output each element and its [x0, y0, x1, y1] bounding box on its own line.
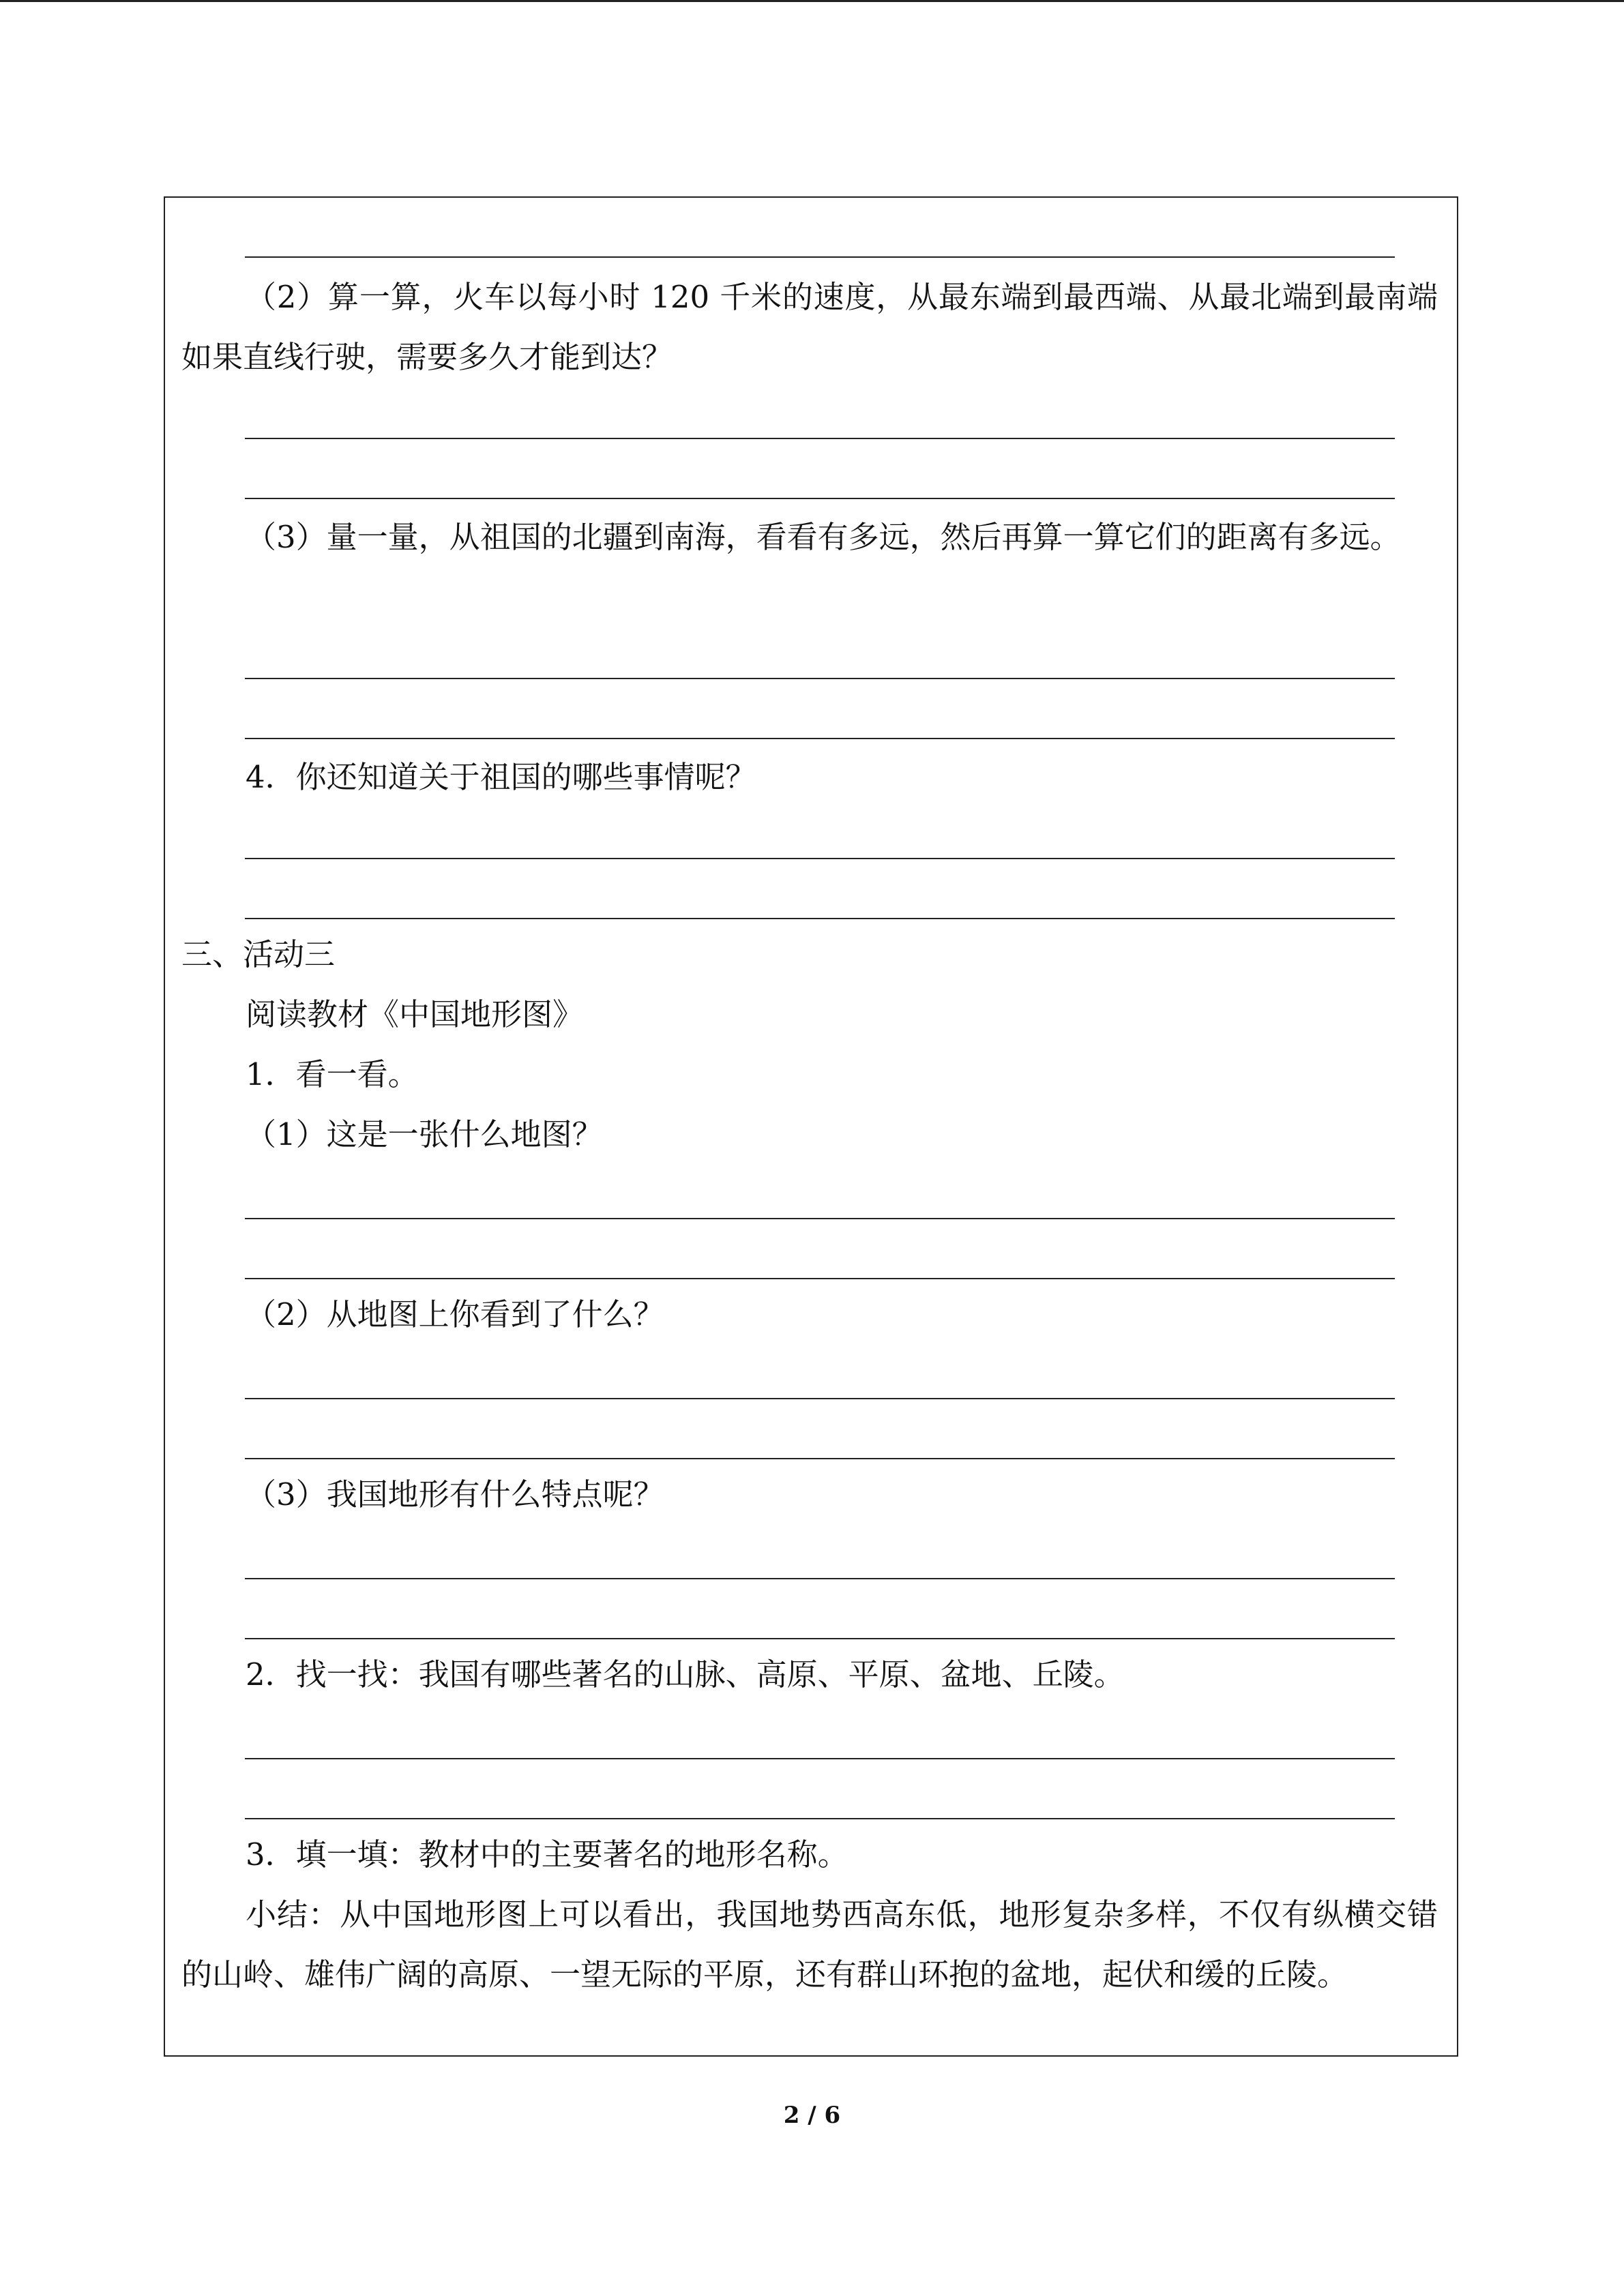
answer-line[interactable] — [245, 1818, 1395, 1819]
answer-line[interactable] — [245, 1218, 1395, 1219]
read-textbook-instruction: 阅读教材《中国地形图》 — [246, 996, 584, 1032]
summary-paragraph: 小结：从中国地形图上可以看出，我国地势西高东低，地形复杂多样，不仅有纵横交错的山岭、雄伟广阔的高原、一望无际的平原，还有群山环抱的盆地，起伏和缓的丘陵。 — [181, 1896, 1438, 1993]
answer-line[interactable] — [245, 1458, 1395, 1459]
answer-line[interactable] — [245, 438, 1395, 439]
answer-line[interactable] — [245, 256, 1395, 258]
look-question-1: （1）这是一张什么地图？ — [246, 1116, 603, 1152]
fill-task: 3．填一填：教材中的主要著名的地形名称。 — [246, 1836, 848, 1873]
answer-line[interactable] — [245, 1278, 1395, 1279]
page-number: 2 / 6 — [783, 2102, 841, 2129]
answer-line[interactable] — [245, 858, 1395, 859]
answer-line[interactable] — [245, 1398, 1395, 1399]
look-heading: 1．看一看。 — [246, 1056, 419, 1092]
question-3-measure: （3）量一量，从祖国的北疆到南海，看看有多远，然后再算一算它们的距离有多远。 — [246, 519, 1401, 555]
answer-line[interactable] — [245, 678, 1395, 679]
question-2-calculate: （2）算一算，火车以每小时 120 千米的速度，从最东端到最西端、从最北端到最南端如果直线行驶，需要多久才能到达？ — [181, 279, 1438, 375]
look-question-2: （2）从地图上你看到了什么？ — [246, 1296, 664, 1332]
answer-line[interactable] — [245, 1578, 1395, 1579]
answer-line[interactable] — [245, 1758, 1395, 1759]
look-question-3: （3）我国地形有什么特点呢？ — [246, 1476, 664, 1512]
answer-line[interactable] — [245, 918, 1395, 919]
top-border-line — [0, 0, 1624, 2]
question-4-know-more: 4．你还知道关于祖国的哪些事情呢？ — [246, 759, 756, 795]
answer-line[interactable] — [245, 738, 1395, 739]
section-3-heading: 三、活动三 — [181, 936, 336, 972]
answer-line[interactable] — [245, 498, 1395, 499]
find-task: 2．找一找：我国有哪些著名的山脉、高原、平原、盆地、丘陵。 — [246, 1656, 1125, 1693]
answer-line[interactable] — [245, 1638, 1395, 1639]
worksheet-frame — [164, 196, 1458, 2057]
